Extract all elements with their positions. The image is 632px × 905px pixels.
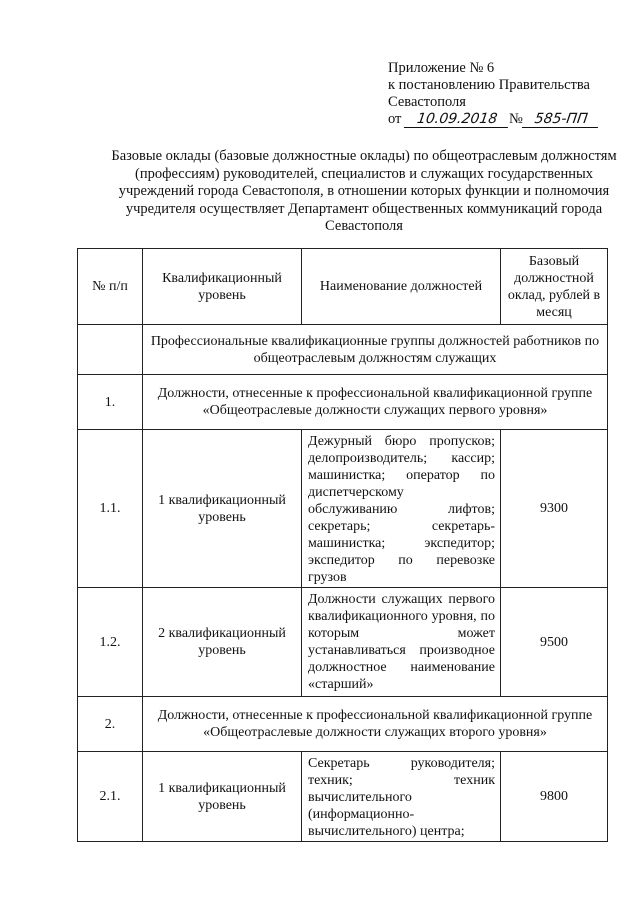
appendix-date-line xyxy=(388,111,599,128)
handwritten-number: 585-ПП xyxy=(522,112,600,128)
table-row xyxy=(78,588,608,697)
table-header-row xyxy=(78,249,608,325)
group-row xyxy=(78,375,608,430)
row-num: 1.2. xyxy=(78,588,143,697)
row-positions: Секретарь руководителя; техник; техник вычислительного (информационно-вычислительного) центра; xyxy=(302,752,501,842)
row-salary: 9500 xyxy=(501,588,608,697)
group-row xyxy=(78,697,608,752)
handwritten-date: 10.09.2018 xyxy=(404,112,510,128)
row-positions: Должности служащих первого квалификационного уровня, по которым может устанавливаться производное должностное наименование «старший» xyxy=(302,588,501,697)
document-title: Базовые оклады (базовые должностные оклады) по общеотраслевым должностям (профессиям) руководителей, специалистов и служащих государственных учреждений города Севастополя, в отношении которых функции и полномочия учредителя осуществляет Департамент общественных коммуникаций города Севастополя xyxy=(111,148,617,234)
row-level: 2 квалификационный уровень xyxy=(143,588,302,697)
from-label: от xyxy=(388,111,402,127)
header-level: Квалификационный уровень xyxy=(143,249,302,325)
appendix-line-1: Приложение № 6 xyxy=(388,60,495,76)
row-positions: Дежурный бюро пропусков; делопроизводитель; кассир; машинистка; оператор по диспетчерскому обслуживанию лифтов; секретарь; секретарь-машинистка; экспедитор; экспедитор по перевозке грузов xyxy=(302,430,501,588)
number-label: № xyxy=(509,111,523,127)
header-num: № п/п xyxy=(78,249,143,325)
group-num: 1. xyxy=(78,375,143,430)
row-level: 1 квалификационный уровень xyxy=(143,752,302,842)
appendix-block xyxy=(388,60,599,128)
header-position: Наименование должностей xyxy=(302,249,501,325)
section-title: Профессиональные квалификационные группы должностей работников по общеотраслевым должностям служащих xyxy=(143,325,608,375)
appendix-line-2: к постановлению Правительства xyxy=(388,77,590,93)
appendix-line-3: Севастополя xyxy=(388,94,466,110)
row-level: 1 квалификационный уровень xyxy=(143,430,302,588)
table-row xyxy=(78,430,608,588)
section-row xyxy=(78,325,608,375)
salary-table xyxy=(77,248,608,842)
row-num: 1.1. xyxy=(78,430,143,588)
header-salary: Базовый должностной оклад, рублей в месяц xyxy=(501,249,608,325)
row-salary: 9800 xyxy=(501,752,608,842)
row-salary: 9300 xyxy=(501,430,608,588)
table-row xyxy=(78,752,608,842)
group-num: 2. xyxy=(78,697,143,752)
group-title: Должности, отнесенные к профессиональной квалификационной группе «Общеотраслевые должности служащих второго уровня» xyxy=(143,697,608,752)
group-title: Должности, отнесенные к профессиональной квалификационной группе «Общеотраслевые должности служащих первого уровня» xyxy=(143,375,608,430)
row-num: 2.1. xyxy=(78,752,143,842)
section-num-cell xyxy=(78,325,143,375)
